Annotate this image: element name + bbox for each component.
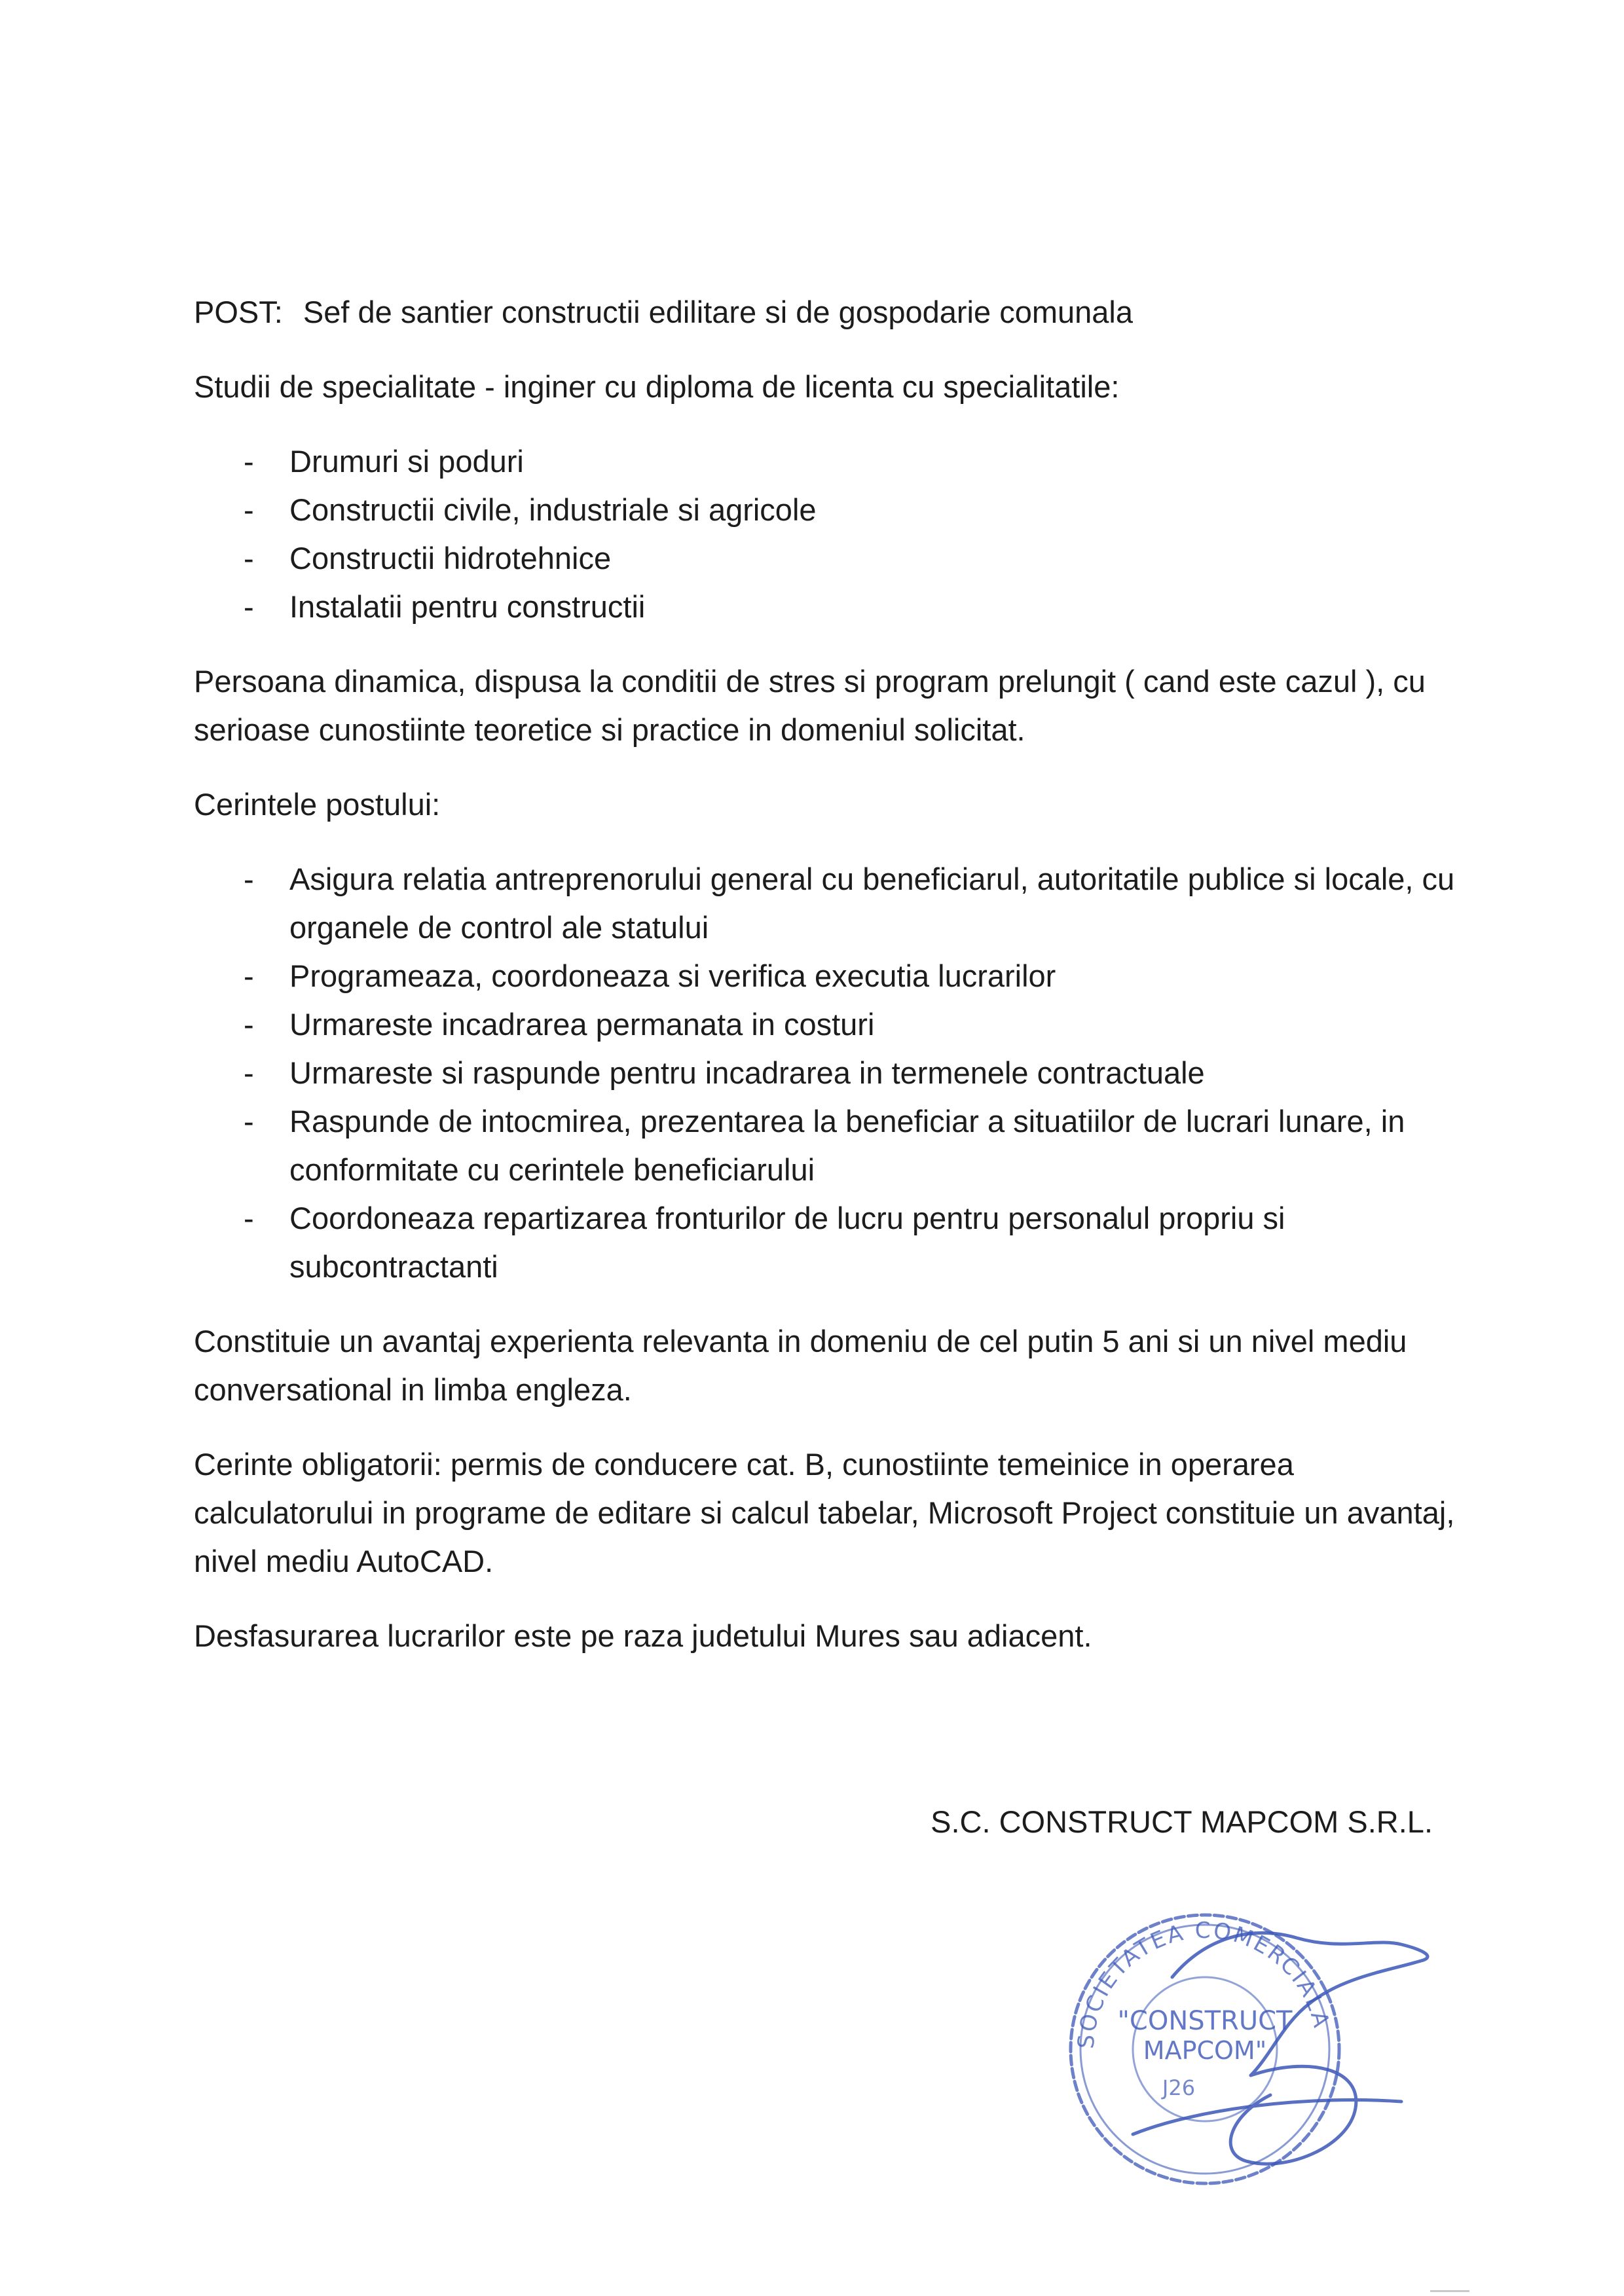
- list-item-text: Asigura relatia antreprenorului general cu beneficiarul, autoritatile publice si locale, cu organele de control ale statului: [289, 862, 1455, 945]
- list-item-text: Programeaza, coordoneaza si verifica executia lucrarilor: [289, 958, 1056, 993]
- advantage-paragraph: Constituie un avantaj experienta relevanta in domeniu de cel putin 5 ani si un nivel mediu conversational in limba engleza.: [194, 1324, 1407, 1407]
- list-item: - Constructii hidrotehnice: [244, 541, 612, 575]
- post-title: Sef de santier constructii edilitare si de gospodarie comunala: [303, 295, 1133, 329]
- list-item-text: Constructii civile, industriale si agricole: [289, 492, 817, 527]
- list-item-text: Coordoneaza repartizarea fronturilor de lucru pentru personalul propriu si subcontractanti: [289, 1201, 1285, 1284]
- list-item: - Coordoneaza repartizarea fronturilor de lucru pentru personalul propriu si subcontractanti: [244, 1201, 1285, 1284]
- list-item-text: Urmareste incadrarea permanata in costuri: [289, 1007, 875, 1042]
- list-item: - Drumuri si poduri: [244, 444, 524, 479]
- list-item: - Programeaza, coordoneaza si verifica executia lucrarilor: [244, 958, 1056, 993]
- list-item-text: Raspunde de intocmirea, prezentarea la beneficiar a situatiilor de lucrari lunare, in conformitate cu cerintele beneficiarului: [289, 1104, 1405, 1187]
- location-paragraph: Desfasurarea lucrarilor este pe raza judetului Mures sau adiacent.: [194, 1618, 1092, 1653]
- mandatory-paragraph: Cerinte obligatorii: permis de conducere cat. B, cunostiinte temeinice in operarea calculatorului in programe de editare si calcul tabelar, Microsoft Project constituie un avantaj, nivel mediu AutoCAD.: [194, 1447, 1455, 1578]
- list-item: - Instalatii pentru constructii: [244, 589, 646, 624]
- studies-intro: Studii de specialitate - inginer cu diploma de licenta cu specialitatile:: [194, 369, 1120, 404]
- list-item-text: Drumuri si poduri: [289, 444, 524, 479]
- list-item: - Asigura relatia antreprenorului general cu beneficiarul, autoritatile publice si locale, cu organele de control ale statului: [244, 862, 1455, 945]
- studies-list: [194, 437, 1458, 631]
- list-item-text: Instalatii pentru constructii: [289, 589, 646, 624]
- list-item: - Urmareste incadrarea permanata in costuri: [244, 1007, 875, 1042]
- list-item: - Urmareste si raspunde pentru incadrarea in termenele contractuale: [244, 1055, 1205, 1090]
- list-item: - Constructii civile, industriale si agricole: [244, 492, 817, 527]
- page-mark: [1430, 2290, 1469, 2292]
- post-label: POST:: [194, 295, 283, 329]
- stamp-center-line3: J26: [1162, 2075, 1196, 2100]
- stamp-center-line2: MAPCOM": [1143, 2036, 1267, 2065]
- stamp-center-line1: "CONSTRUCT: [1117, 2006, 1293, 2036]
- list-item-text: Urmareste si raspunde pentru incadrarea in termenele contractuale: [289, 1055, 1205, 1090]
- post-line: [194, 288, 1458, 337]
- document-body: [194, 288, 1458, 1686]
- company-stamp-icon: [1035, 1899, 1441, 2200]
- requirements-list: [194, 855, 1458, 1291]
- list-item-text: Constructii hidrotehnice: [289, 541, 612, 575]
- stamp-ring-text: SOCIETATEA COMERCIALA: [1073, 1917, 1335, 2050]
- company-name: S.C. CONSTRUCT MAPCOM S.R.L.: [931, 1804, 1433, 1839]
- requirements-intro: Cerintele postului:: [194, 787, 441, 822]
- profile-paragraph: Persoana dinamica, dispusa la conditii de stres si program prelungit ( cand este cazul ), cu serioase cunostiinte teoretice si practice in domeniul solicitat.: [194, 664, 1426, 747]
- list-item: - Raspunde de intocmirea, prezentarea la beneficiar a situatiilor de lucrari lunare, in conformitate cu cerintele beneficiarului: [244, 1104, 1405, 1187]
